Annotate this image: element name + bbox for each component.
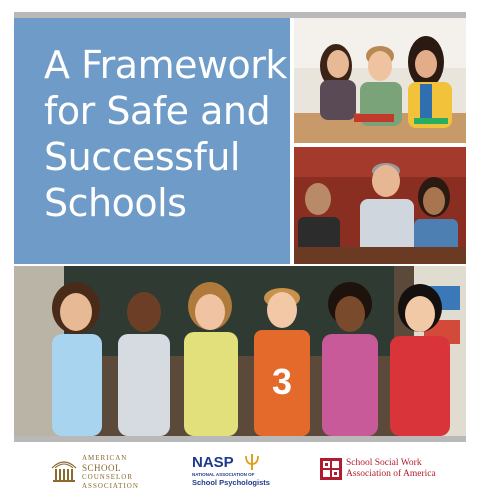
sswaa-emblem-icon (320, 458, 342, 480)
teacher-helping-students-photo (294, 147, 466, 264)
sswaa-line-2: Association of America (346, 469, 436, 479)
title-line-1: A Framework (44, 43, 287, 87)
students-studying-photo (294, 18, 466, 143)
asca-line-1: AMERICAN (82, 454, 128, 462)
asca-logo (50, 454, 160, 494)
svg-text:3: 3 (272, 361, 293, 402)
bottom-divider (14, 436, 466, 442)
asca-line-3: COUNSELOR (82, 473, 134, 481)
cover-title (44, 42, 294, 226)
title-line-2: for Safe and (44, 89, 271, 133)
asca-emblem-icon (50, 456, 78, 484)
nasp-acronym: NASP (192, 454, 234, 471)
smiling-children-classroom-photo (14, 266, 466, 436)
nasp-logo (192, 454, 278, 494)
asca-line-4: ASSOCIATION (82, 482, 139, 490)
asca-line-2: SCHOOL (82, 463, 122, 473)
nasp-line-1: NATIONAL ASSOCIATION OF (192, 472, 255, 477)
title-line-4: Schools (44, 181, 187, 225)
title-panel (14, 18, 290, 264)
sswaa-line-1: School Social Work (346, 458, 422, 468)
sswaa-logo (320, 454, 450, 494)
title-line-3: Successful (44, 135, 240, 179)
nasp-line-2: School Psychologists (192, 478, 270, 487)
psi-icon (242, 452, 262, 472)
partner-logos (14, 448, 466, 496)
